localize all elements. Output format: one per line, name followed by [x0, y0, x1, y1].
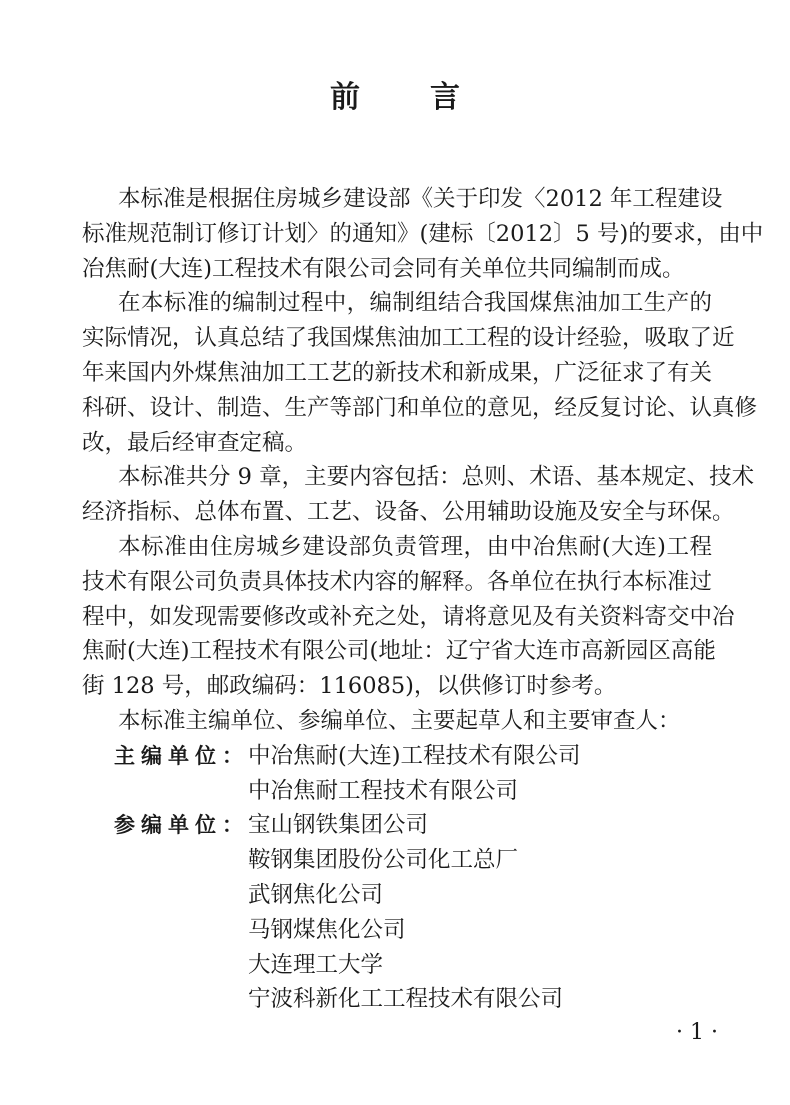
text-line: 本标准共分 9 章，主要内容包括：总则、术语、基本规定、技术 [118, 464, 755, 491]
paragraph [82, 704, 712, 739]
unit-name: 大连理工大学 [248, 951, 384, 978]
participating-units-row [82, 913, 712, 948]
text-line: 程中，如发现需要修改或补充之处，请将意见及有关资料寄交中冶 [82, 603, 735, 630]
participating-units-row [82, 808, 712, 843]
text-line: 技术有限公司负责具体技术内容的解释。各单位在执行本标准过 [82, 568, 713, 595]
preface-body [82, 182, 764, 1017]
unit-label [82, 948, 248, 983]
unit-label [82, 774, 248, 809]
unit-label [82, 878, 248, 913]
unit-name: 武钢焦化公司 [248, 881, 384, 908]
text-line: 实际情况，认真总结了我国煤焦油加工工程的设计经验，吸取了近 [82, 325, 735, 352]
text-line: 改，最后经审查定稿。 [82, 429, 308, 456]
participating-units-row [82, 843, 712, 878]
text-line: 街 128 号，邮政编码：116085)，以供修订时参考。 [82, 673, 617, 700]
unit-name: 中冶焦耐工程技术有限公司 [248, 777, 519, 804]
text-line: 经济指标、总体布置、工艺、设备、公用辅助设施及安全与环保。 [82, 499, 735, 526]
page-number: · 1 · [676, 1020, 718, 1045]
unit-label [82, 982, 248, 1017]
text-line: 本标准由住房城乡建设部负责管理，由中冶焦耐(大连)工程 [118, 533, 712, 560]
unit-label: 参编单位： [114, 813, 249, 838]
text-line: 冶焦耐(大连)工程技术有限公司会同有关单位共同编制而成。 [82, 255, 685, 282]
unit-name: 宝山钢铁集团公司 [248, 812, 429, 839]
paragraph [82, 460, 755, 530]
unit-name: 马钢煤焦化公司 [248, 916, 406, 943]
chief-units-row [82, 739, 712, 774]
unit-name: 宁波科新化工工程技术有限公司 [248, 986, 564, 1013]
paragraph [82, 182, 764, 286]
participating-units-row [82, 948, 712, 983]
page-title: 前言 [330, 80, 530, 115]
unit-label: 主编单位： [114, 743, 249, 768]
participating-units-row [82, 982, 712, 1017]
text-line: 年来国内外煤焦油加工工艺的新技术和新成果，广泛征求了有关 [82, 359, 713, 386]
text-line: 标准规范制订修订计划〉的通知》(建标〔2012〕5 号)的要求，由中 [82, 220, 764, 247]
text-line: 本标准主编单位、参编单位、主要起草人和主要审查人： [118, 707, 681, 734]
unit-label [82, 913, 248, 948]
participating-units-row [82, 878, 712, 913]
paragraph [82, 286, 758, 460]
text-line: 科研、设计、制造、生产等部门和单位的意见，经反复讨论、认真修 [82, 394, 758, 421]
chief-units-row [82, 774, 712, 809]
unit-name: 中冶焦耐(大连)工程技术有限公司 [248, 742, 581, 769]
text-line: 在本标准的编制过程中，编制组结合我国煤焦油加工生产的 [118, 290, 712, 317]
paragraph [82, 530, 735, 704]
text-line: 焦耐(大连)工程技术有限公司(地址：辽宁省大连市高新园区高能 [82, 638, 716, 665]
text-line: 本标准是根据住房城乡建设部《关于印发〈2012 年工程建设 [118, 186, 723, 212]
unit-label [82, 843, 248, 878]
unit-name: 鞍钢集团股份公司化工总厂 [248, 847, 519, 874]
